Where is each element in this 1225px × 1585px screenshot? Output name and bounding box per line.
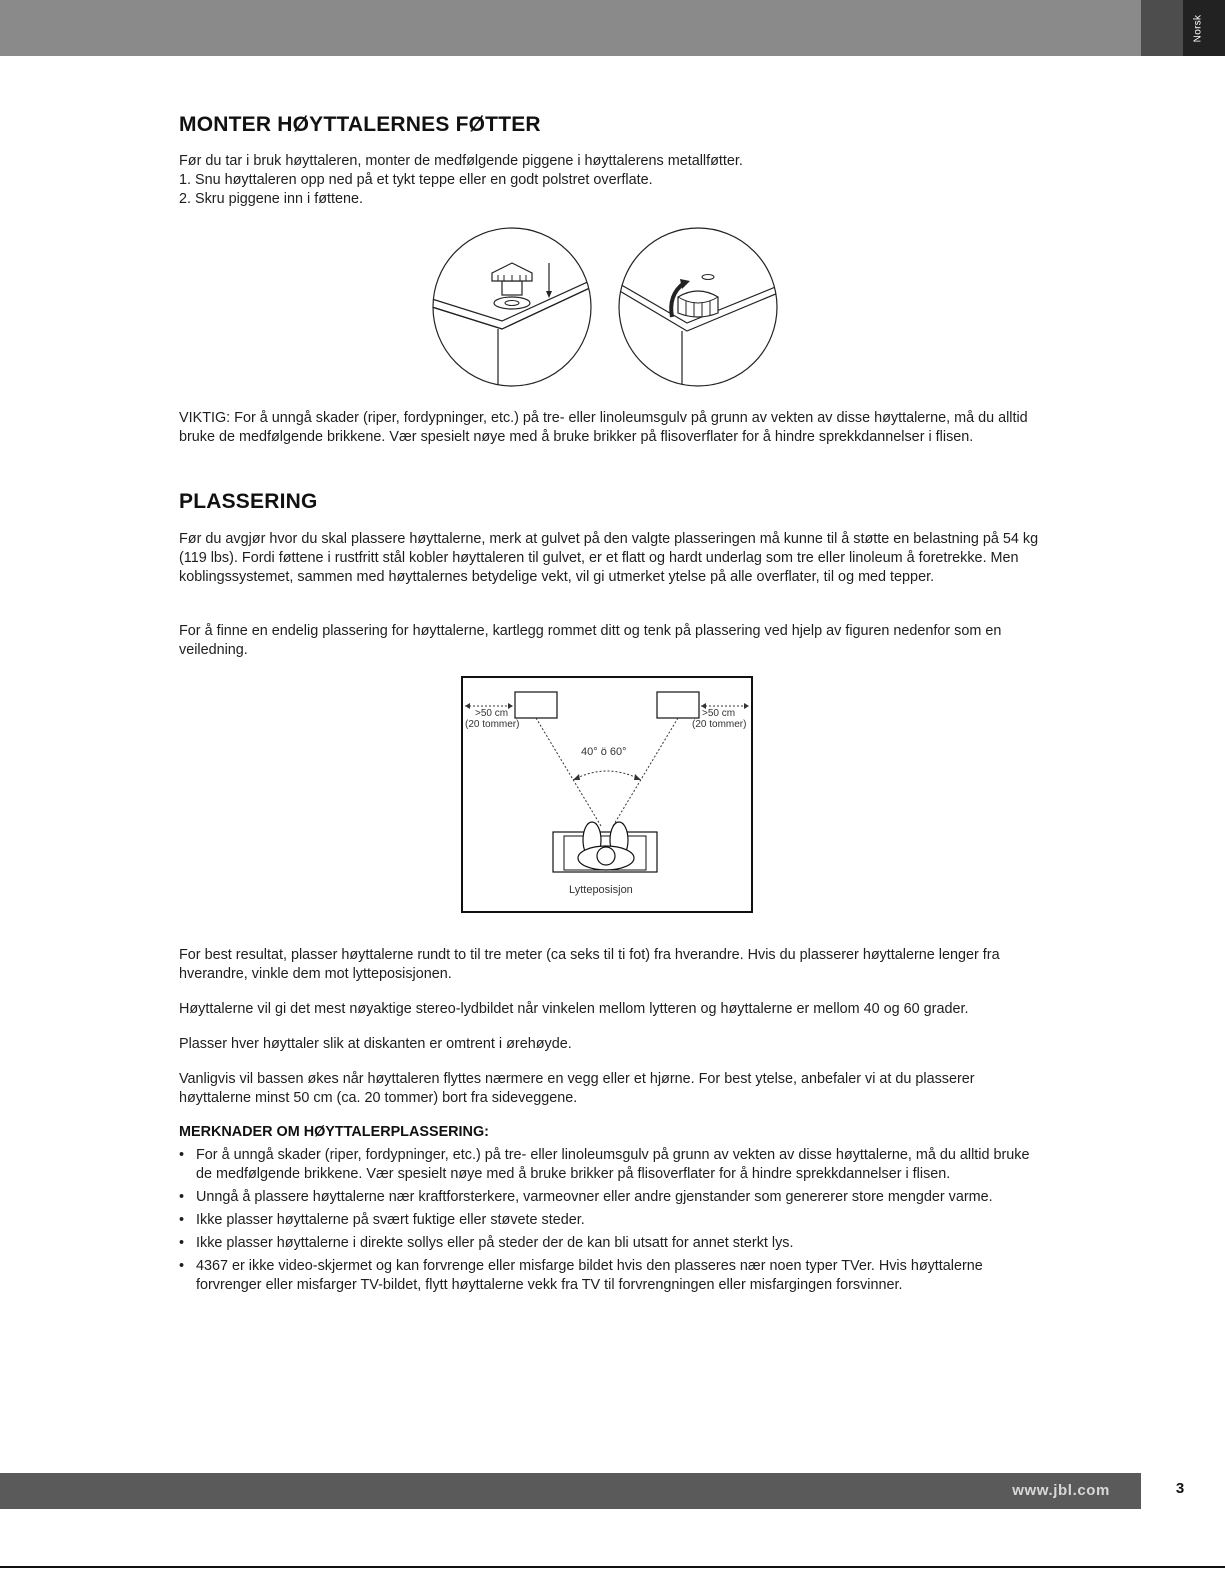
- top-header-bar: [0, 0, 1225, 56]
- list-item: • 4367 er ikke video-skjermet og kan forvrenge eller misfarge bildet hvis den plasseres nær noen typer TVer. Hvis høyttalerne forvrenger eller misfarger TV-bildet, flytt høyttalerne vekk fra TV til forvrengningen eller misfargingen forsvinner.: [179, 1257, 1039, 1295]
- placement-para-3: For best resultat, plasser høyttalerne rundt to til tre meter (ca seks til ti fot) fra hverandre. Hvis du plasserer høyttalerne lenger fra hverandre, vinkle dem mot lytteposisjonen.: [179, 947, 1000, 982]
- placement-para-2: For å finne en endelig plassering for høyttalerne, kartlegg rommet ditt og tenk på plassering ved hjelp av figuren nedenfor som en veiledning.: [179, 623, 1002, 658]
- list-item: • Unngå å plassere høyttalerne nær kraftforsterkere, varmeovner eller andre gjenstander som genererer store mengder varme.: [179, 1188, 1039, 1207]
- feet-mounting-illustration: [432, 225, 782, 389]
- placement-para-1: Før du avgjør hvor du skal plassere høyttalerne, merk at gulvet på den valgte plasseringen må kunne til å støtte en belastning på 54 kg (119 lbs). Fordi føttene i rustfritt stål kobler høyttaleren til gulvet, er et flatt og hardt underlag som tre eller linoleum å foretrekke. Men koblingssystemet, sammen med høyttalernes betydelige vekt, vil gi utmerket ytelse på alle overflater, til og med tepper.: [179, 531, 1039, 585]
- placement-para-5: Plasser hver høyttaler slik at diskanten er omtrent i ørehøyde.: [179, 1036, 572, 1052]
- placement-para-4: Høyttalerne vil gi det mest nøyaktige stereo-lydbildet når vinkelen mellom lytteren og høyttalerne er mellom 40 og 60 grader.: [179, 1001, 969, 1017]
- section-heading-placement: PLASSERING: [179, 490, 318, 513]
- left-distance-alt-label: (20 tommer): [465, 719, 520, 730]
- section-heading-feet: MONTER HØYTTALERNES FØTTER: [179, 113, 541, 136]
- feet-intro: Før du tar i bruk høyttaleren, monter de medfølgende piggene i høyttalerens metallføtter.: [179, 153, 743, 169]
- left-distance-label: >50 cm: [475, 708, 509, 719]
- important-note: VIKTIG: For å unngå skader (riper, fordypninger, etc.) på tre- eller linoleumsgulv på grunn av vekten av disse høyttalerne, må du alltid bruke de medfølgende brikkene. Vær spesielt nøye med å bruke brikker på flisoverflater for å hindre sprekkdannelser i flisen.: [179, 410, 1028, 445]
- listening-position-label: Lytteposisjon: [569, 884, 633, 896]
- spike-screw-detail: [618, 275, 778, 390]
- bottom-rule: [0, 1566, 1225, 1568]
- list-item: • Ikke plasser høyttalerne på svært fuktige eller støvete steder.: [179, 1211, 1039, 1230]
- list-item: • For å unngå skader (riper, fordypninger, etc.) på tre- eller linoleumsgulv på grunn av vekten av disse høyttalerne, må du alltid bruke de medfølgende brikkene. Vær spesielt nøye med å bruke brikker på flisoverflater for å hindre sprekkdannelser i flisen.: [179, 1146, 1039, 1184]
- notes-heading: MERKNADER OM HØYTTALERPLASSERING:: [179, 1124, 489, 1140]
- right-speaker-box: [657, 692, 699, 718]
- right-distance-label: >50 cm: [702, 708, 736, 719]
- right-distance-alt-label: (20 tommer): [692, 719, 747, 730]
- language-tab-label: Norsk: [1192, 14, 1204, 42]
- language-tab-label-wrap: [1183, 0, 1213, 56]
- placement-para-6: Vanligvis vil bassen økes når høyttaleren flyttes nærmere en vegg eller et hjørne. For best ytelse, anbefaler vi at du plasserer høyttalerne minst 50 cm (ca. 20 tommer) bort fra sideveggene.: [179, 1071, 975, 1106]
- feet-step-1: 1. Snu høyttaleren opp ned på et tykt teppe eller en godt polstret overflate.: [179, 172, 653, 188]
- angle-label: 40° ö 60°: [581, 746, 627, 758]
- placement-notes-list: [179, 1146, 1039, 1299]
- placement-diagram: [461, 676, 754, 914]
- page-number: 3: [1175, 1480, 1185, 1497]
- list-item: • Ikke plasser høyttalerne i direkte sollys eller på steder der de kan bli utsatt for annet sterkt lys.: [179, 1234, 1039, 1253]
- feet-step-2: 2. Skru piggene inn i føttene.: [179, 191, 363, 207]
- left-speaker-box: [515, 692, 557, 718]
- spike-insert-detail: [432, 263, 592, 389]
- header-tab-block: [1141, 0, 1183, 56]
- footer-url: www.jbl.com: [1012, 1482, 1110, 1499]
